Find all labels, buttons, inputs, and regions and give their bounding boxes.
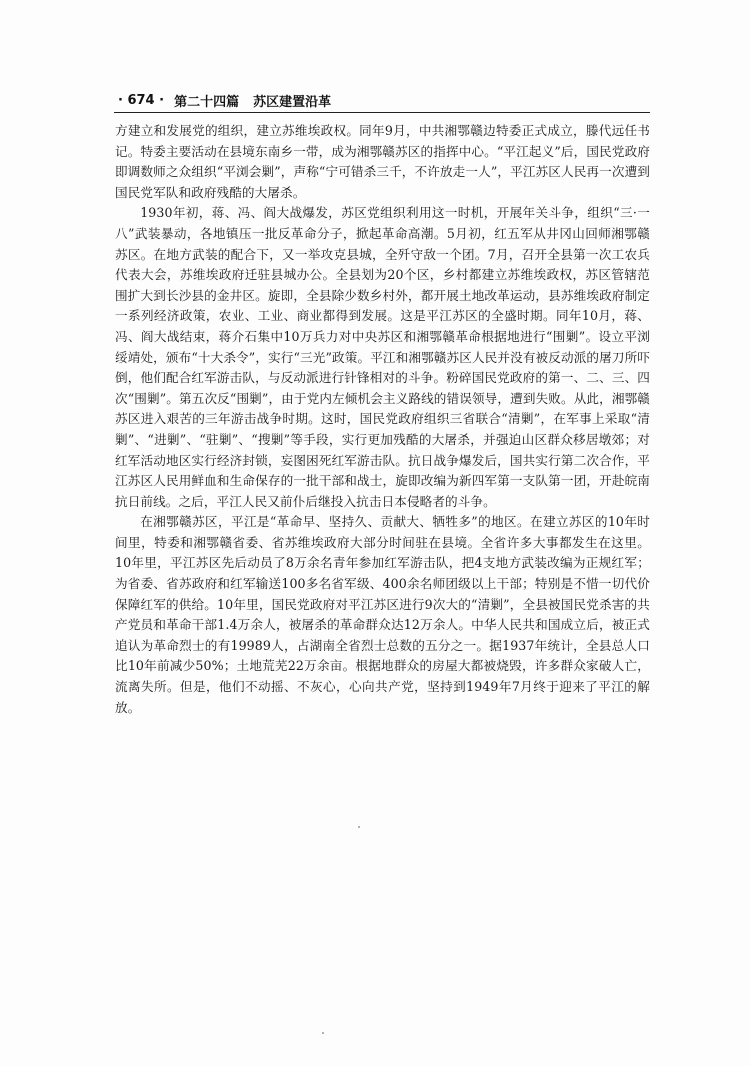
running-header: [118, 89, 648, 111]
section-title: 苏区建置沿革: [253, 94, 332, 110]
paragraph: 1930年初，蒋、冯、阎大战爆发，苏区党组织利用这一时机，开展年关斗争，组织“三·一八”武装暴动，各地镇压一批反革命分子，掀起革命高潮。5月初，红五军从井冈山回师湘鄂赣苏区。在地方武装的配合下，又一举攻克县城，全歼守敌一个团。7月，召开全县第一次工农兵代表大会，苏维埃政府迁驻县城办公。全县划为20个区，乡村都建立苏维埃政权，苏区管辖范围扩大到长沙县的金井区。旋即，全县除少数乡村外，都开展土地改革运动，县苏维埃政府制定一系列经济政策，农业、工业、商业都得到发展。这是平江苏区的全盛时期。同年10月，蒋、冯、阎大战结束，蒋介石集中10万兵力对中央苏区和湘鄂赣革命根据地进行“围剿”。设立平浏绥靖处，颁布“十大杀令”，实行“三光”政策。平江和湘鄂赣苏区人民并没有被反动派的屠刀所吓倒，他们配合红军游击队，与反动派进行针锋相对的斗争。粉碎国民党政府的第一、二、三、四次“围剿”。第五次反“围剿”，由于党内左倾机会主义路线的错误领导，遭到失败。从此，湘鄂赣苏区进入艰苦的三年游击战争时期。这时，国民党政府组织三省联合“清剿”，在军事上采取“清剿”、“进剿”、“驻剿”、“搜剿”等手段，实行更加残酷的大屠杀，并强迫山区群众移居墩郊；对红军活动地区实行经济封锁，妄图困死红军游击队。抗日战争爆发后，国共实行第二次合作，平江苏区人民用鲜血和生命保存的一批干部和战士，旋即改编为新四军第一支队第一团，开赴皖南抗日前线。之后，平江人民又前仆后继投入抗击日本侵略者的斗争。: [115, 205, 650, 509]
body-text: [115, 121, 650, 718]
paragraph-continuation: 方建立和发展党的组织，建立苏维埃政权。同年9月，中共湘鄂赣边特委正式成立，滕代远任书记。特委主要活动在县境东南乡一带，成为湘鄂赣苏区的指挥中心。“平江起义”后，国民党政府即调数师之众组织“平浏会剿”，声称“宁可错杀三千，不许放走一人”，平江苏区人民再一次遭到国民党军队和政府残酷的大屠杀。: [115, 123, 650, 200]
paragraph: 在湘鄂赣苏区，平江是“革命早、坚持久、贡献大、牺牲多”的地区。在建立苏区的10年时间里，特委和湘鄂赣省委、省苏维埃政府大部分时间驻在县境。全省许多大事都发生在这里。10年里，平江苏区先后动员了8万余名青年参加红军游击队，把4支地方武装改编为正规红军；为省委、省苏政府和红军输送100多名省军级、400余名师团级以上干部；特别是不惜一切代价保障红军的供给。10年里，国民党政府对平江苏区进行9次大的“清剿”，全县被国民党杀害的共产党员和革命干部1.4万余人，被屠杀的革命群众达12万余人。中华人民共和国成立后，被正式追认为革命烈士的有19989人，占湖南全省烈士总数的五分之一。据1937年统计，全县总人口比10年前减少50%；土地荒芜22万余亩。根据地群众的房屋大都被烧毁，许多群众家破人亡，流离失所。但是，他们不动摇、不灰心，心向共产党，坚持到1949年7月终于迎来了平江的解放。: [115, 514, 650, 715]
scan-speck: [358, 826, 360, 828]
header-rule: [114, 112, 650, 113]
page-number: · 674 ·: [118, 92, 165, 108]
scan-speck: [322, 1032, 324, 1034]
part-title: 第二十四篇: [174, 94, 240, 110]
